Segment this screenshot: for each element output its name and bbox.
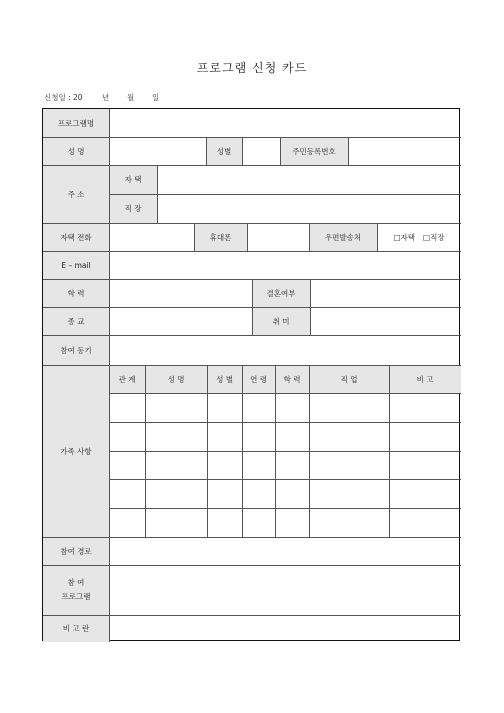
family-row[interactable] (109, 479, 461, 508)
grid-line (109, 422, 461, 423)
motivation-label: 참여 동기 (43, 335, 109, 365)
grid-line (43, 537, 461, 538)
family-header-name: 성 명 (145, 365, 207, 393)
education-label: 학 력 (43, 279, 109, 307)
grid-line (109, 479, 461, 480)
grid-line (43, 223, 461, 224)
name-field[interactable] (109, 137, 206, 165)
grid-line (109, 393, 461, 394)
grid-line (348, 137, 349, 165)
grid-line (242, 137, 243, 165)
family-row[interactable] (109, 422, 461, 451)
family-header-gender: 성 별 (207, 365, 242, 393)
grid-line (145, 365, 146, 537)
mobile-label: 휴대폰 (194, 223, 247, 251)
family-row[interactable] (109, 393, 461, 422)
grid-line (157, 165, 158, 223)
grid-line (109, 109, 110, 642)
family-row[interactable] (109, 451, 461, 480)
application-form (42, 108, 460, 641)
hobby-field[interactable] (310, 307, 461, 335)
grid-line (43, 165, 461, 166)
family-header-age: 연 령 (242, 365, 275, 393)
program-name-label: 프로그램명 (43, 109, 109, 137)
grid-line (377, 223, 378, 251)
resident-number-field[interactable] (348, 137, 461, 165)
grid-line (109, 508, 461, 509)
remarks-label: 비 고 란 (43, 615, 109, 642)
grid-line (43, 335, 461, 336)
mail-option-home[interactable]: □자택 (393, 232, 415, 242)
address-work-label: 직 장 (109, 194, 157, 223)
email-label: E – mail (43, 251, 109, 279)
grid-line (247, 223, 248, 251)
date-label: 신청일 : 20 (44, 93, 83, 102)
marital-status-field[interactable] (310, 279, 461, 307)
grid-line (206, 137, 207, 165)
education-field[interactable] (109, 279, 252, 307)
program-field[interactable] (109, 565, 461, 615)
grid-line (43, 615, 461, 616)
home-phone-field[interactable] (109, 223, 194, 251)
grid-line (43, 365, 461, 366)
address-work-field[interactable] (157, 194, 461, 223)
religion-field[interactable] (109, 307, 252, 335)
family-label: 가족 사항 (43, 365, 109, 537)
grid-line (194, 223, 195, 251)
home-phone-label: 자택 전화 (43, 223, 109, 251)
mail-option-work[interactable]: □직장 (423, 232, 445, 242)
address-label: 주 소 (43, 165, 109, 223)
grid-line (275, 365, 276, 537)
grid-line (310, 279, 311, 335)
grid-line (309, 223, 310, 251)
gender-label: 성별 (206, 137, 242, 165)
family-row[interactable] (109, 508, 461, 537)
grid-line (207, 365, 208, 537)
hobby-label: 취 미 (252, 307, 310, 335)
family-header-note: 비 고 (389, 365, 461, 393)
family-header-relation: 관 계 (109, 365, 145, 393)
name-label: 성 명 (43, 137, 109, 165)
family-header-job: 직 업 (309, 365, 389, 393)
grid-line (280, 137, 281, 165)
grid-line (309, 365, 310, 537)
address-home-field[interactable] (157, 165, 461, 194)
grid-line (43, 137, 461, 138)
grid-line (109, 451, 461, 452)
form-title: 프로그램 신청 카드 (196, 61, 308, 75)
grid-line (109, 194, 461, 195)
grid-line (43, 565, 461, 566)
mail-destination-label: 우편발송처 (309, 223, 377, 251)
date-year: 년 (102, 93, 110, 102)
program-label: 참 여 프로그램 (43, 565, 109, 615)
mail-destination-options (377, 223, 461, 251)
grid-line (252, 279, 253, 335)
motivation-field[interactable] (109, 335, 461, 365)
grid-line (43, 251, 461, 252)
family-header-education: 학 력 (275, 365, 309, 393)
route-label: 참여 경로 (43, 537, 109, 565)
religion-label: 종 교 (43, 307, 109, 335)
address-home-label: 자 택 (109, 165, 157, 194)
resident-number-label: 주민등록번호 (280, 137, 348, 165)
date-day: 일 (152, 93, 160, 102)
gender-field[interactable] (242, 137, 280, 165)
grid-line (389, 365, 390, 537)
route-field[interactable] (109, 537, 461, 565)
marital-status-label: 결혼여부 (252, 279, 310, 307)
application-date (44, 92, 159, 103)
remarks-field[interactable] (109, 615, 461, 642)
grid-line (242, 365, 243, 537)
date-month: 월 (127, 93, 135, 102)
email-field[interactable] (109, 251, 461, 279)
mobile-field[interactable] (247, 223, 309, 251)
